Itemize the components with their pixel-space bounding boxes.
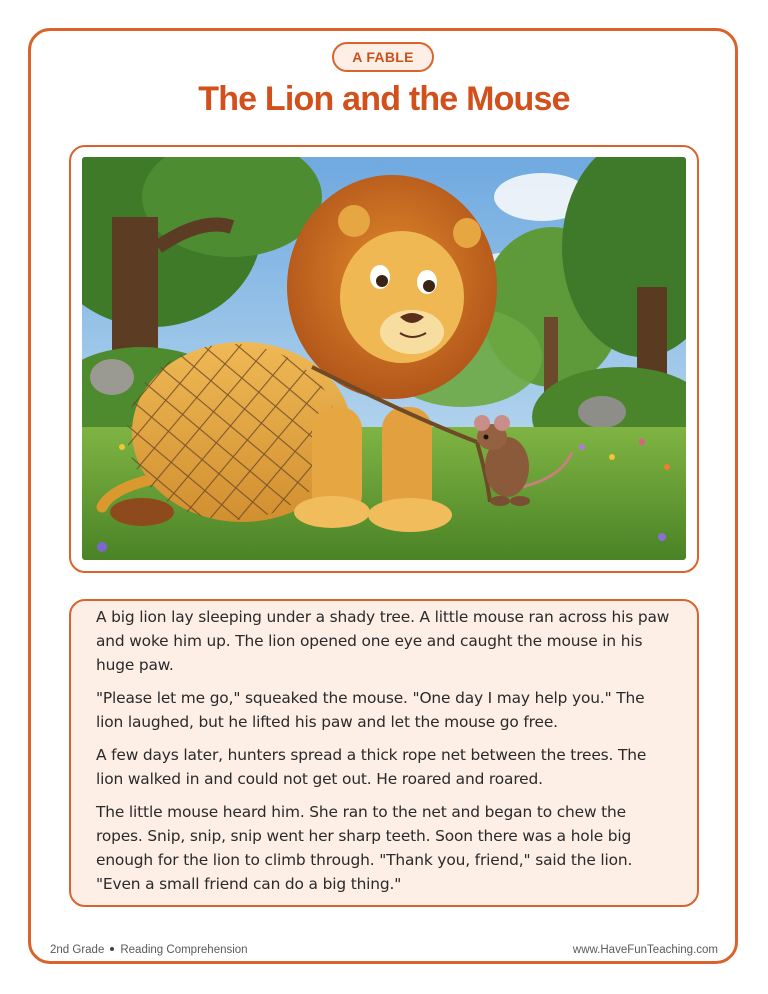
bullet-icon: [110, 947, 114, 951]
page-title: The Lion and the Mouse: [198, 80, 570, 118]
story-paragraph: The little mouse heard him. She ran to the net and began to chew the ropes. Snip, snip, snip went her sharp teeth. Soon there was a hole big enough for the lion to climb through. "Thank you, friend," said the lion. "Even a small friend can do a big thing.": [96, 803, 633, 893]
story-paragraph: A big lion lay sleeping under a shady tree. A little mouse ran across his paw and woke him up. The lion opened one eye and caught the mouse in his huge paw.: [96, 608, 670, 674]
genre-badge: A FABLE: [332, 42, 434, 72]
story-text-panel: [69, 599, 699, 907]
story-paragraph: A few days later, hunters spread a thick rope net between the trees. The lion walked in and could not get out. He roared and roared.: [96, 746, 647, 788]
footer-grade-subject: [50, 944, 248, 956]
story-paragraph: "Please let me go," squeaked the mouse. "One day I may help you." The lion laughed, but he lifted his paw and let the mouse go free.: [96, 689, 645, 731]
footer-subject: Reading Comprehension: [120, 944, 248, 956]
story-illustration: [82, 157, 686, 560]
footer-website[interactable]: www.HaveFunTeaching.com: [572, 944, 718, 956]
footer-grade: 2nd Grade: [50, 944, 105, 956]
